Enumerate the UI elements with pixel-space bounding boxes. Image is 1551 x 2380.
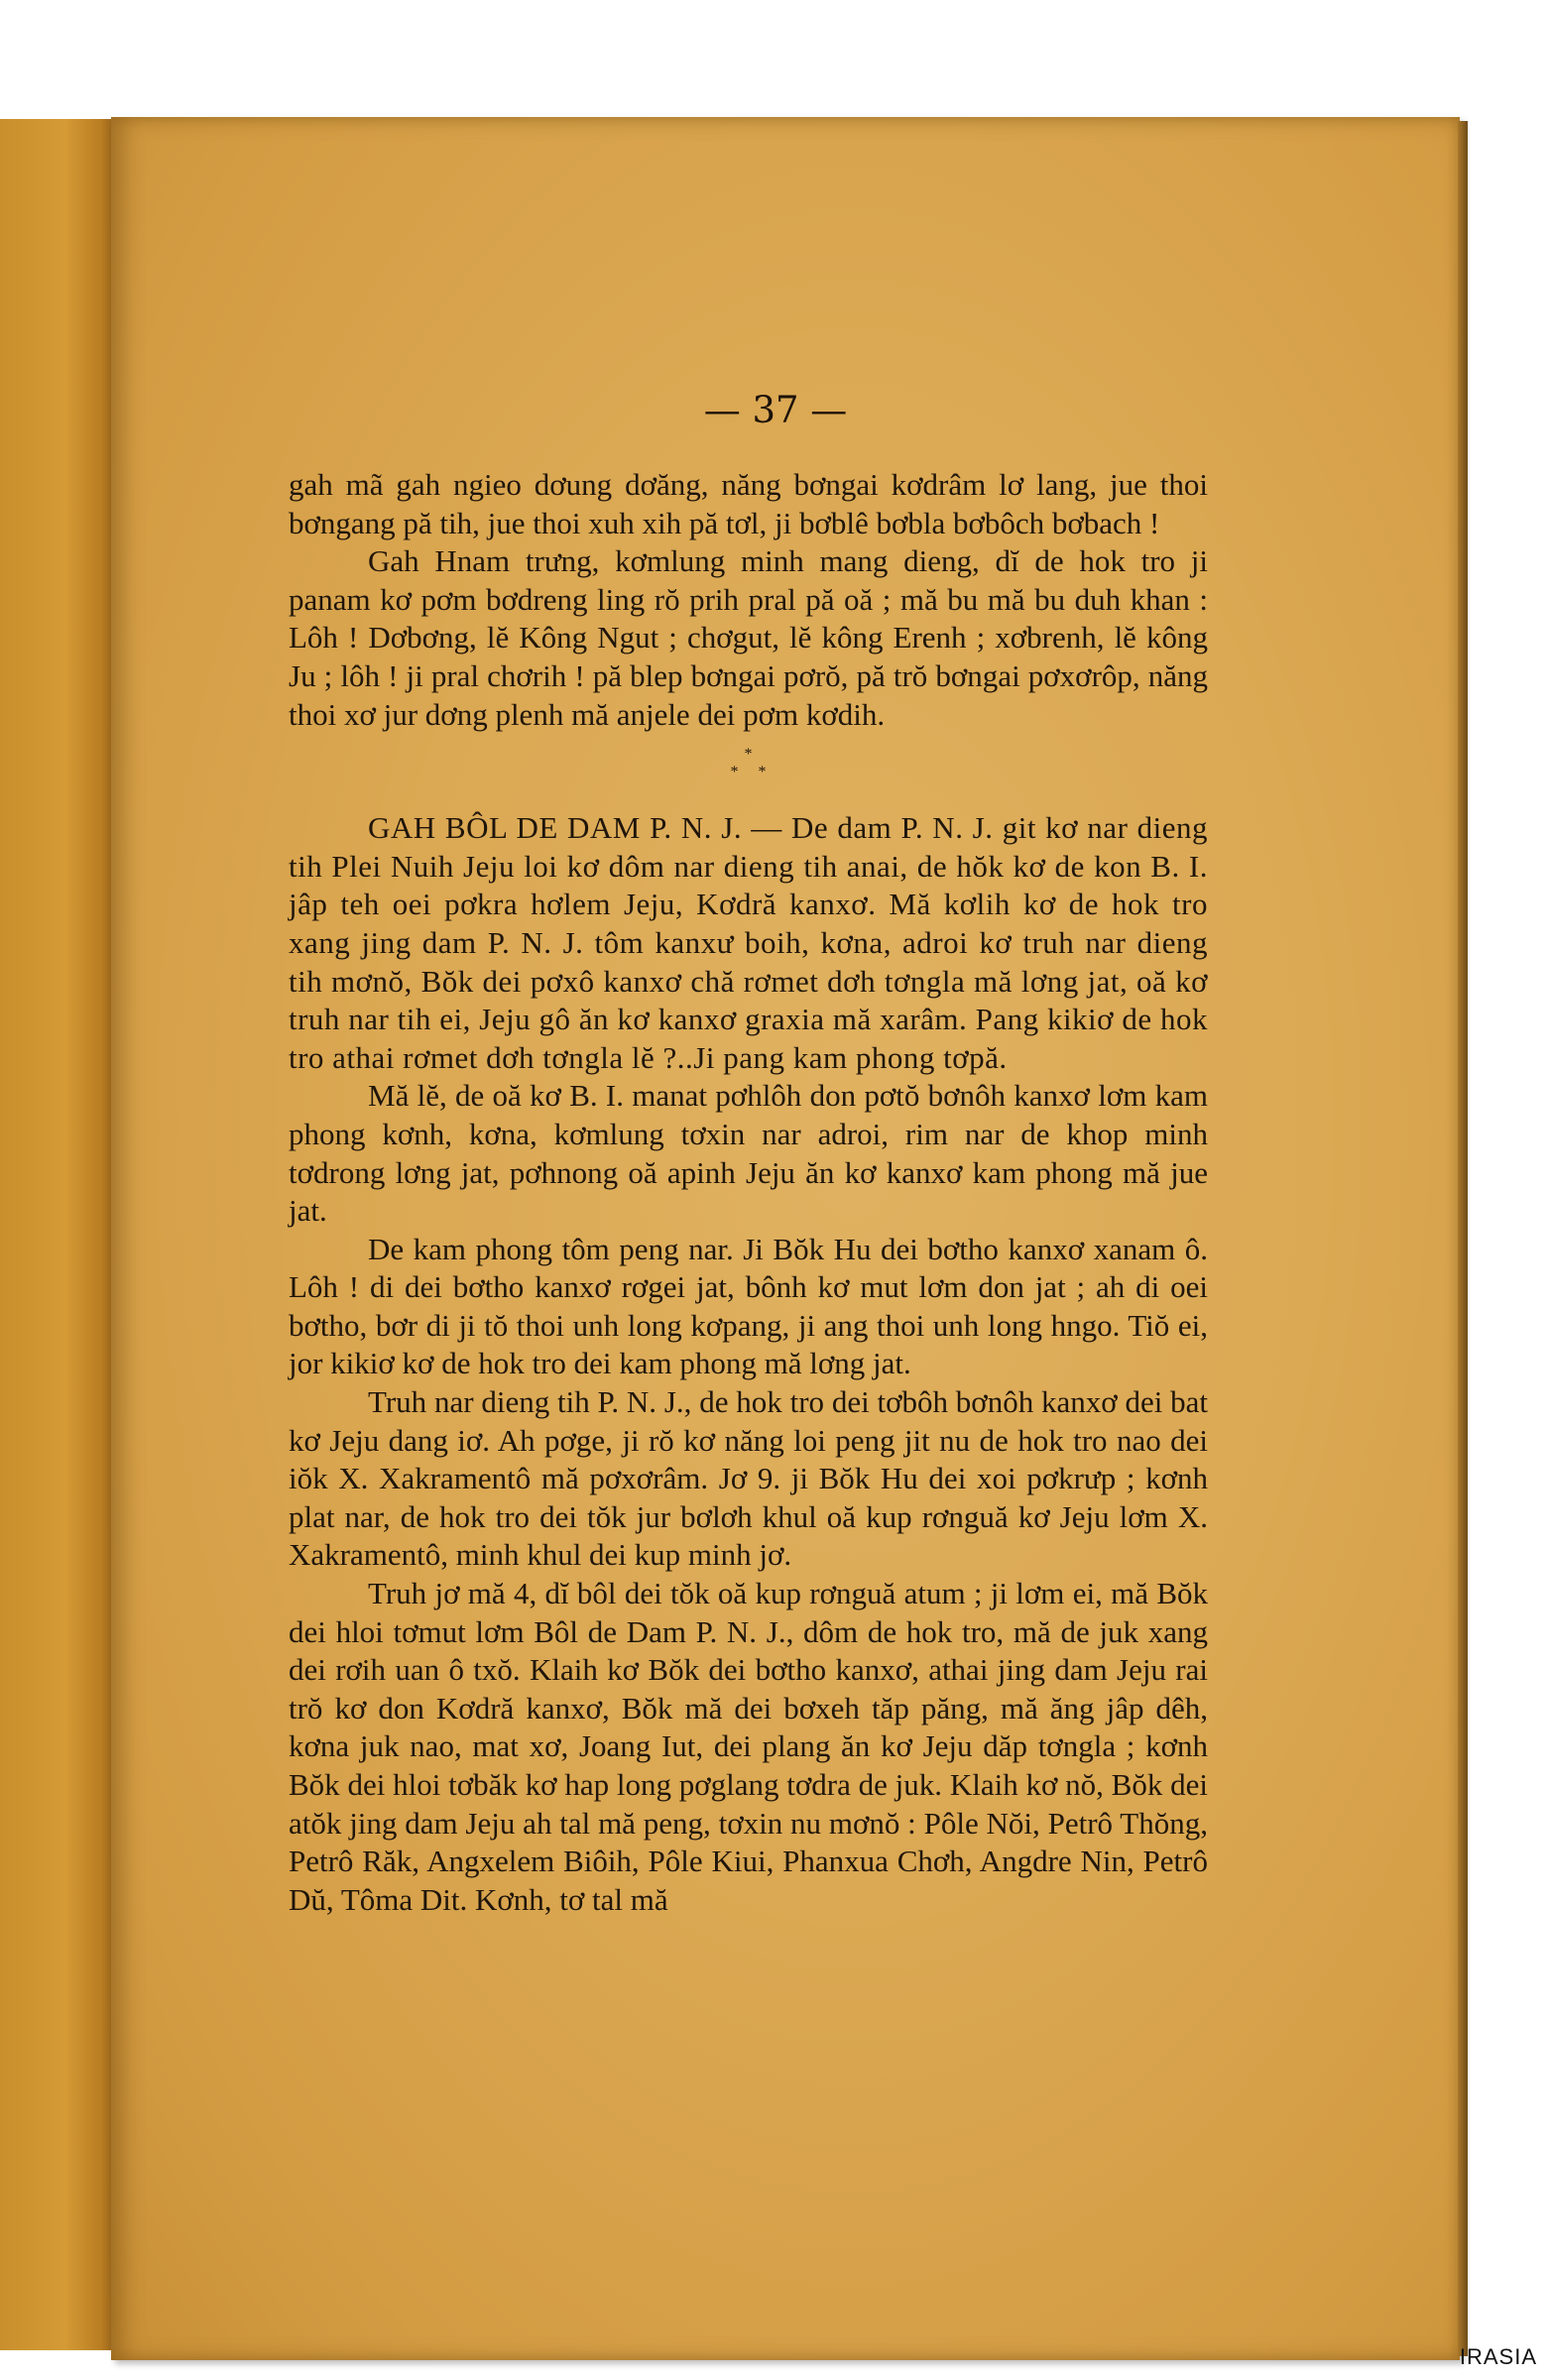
- section-separator: [289, 746, 1208, 781]
- paragraph-truh-nar: Truh nar dieng tih P. N. J., de hok tro dei tơbôh bơnôh kanxơ dei bat kơ Jeju dang iơ. Ah pơge, ji rŏ kơ năng loi peng jit nu de hok tro nao dei iŏk X. Xakramentô mă pơxơrâm. Jơ 9. ji Bŏk Hu dei xoi pơkrưp ; kơnh plat nar, de hok tro dei tŏk jur bơlơh khul oă kup rơnguă kơ Jeju lơm X. Xakramentô, minh khul dei kup minh jơ.: [289, 1384, 1208, 1573]
- watermark-label: IRASIA: [1459, 2344, 1537, 2369]
- paragraph-hnam-trung: Gah Hnam trưng, kơmlung minh mang dieng, dĭ de hok tro ji panam kơ pơm bơdreng ling rŏ prih pral pă oă ; mă bu mă bu duh khan : Lôh ! Dơbơng, lĕ Kông Ngut ; chơgut, lĕ kông Erenh ; xơbrenh, lĕ kông Ju ; lôh ! ji pral chơrih ! pă blep bơngai pơrŏ, pă trŏ bơngai pơxơrôp, năng thoi xơ jur dơng plenh mă anjele dei pơm kơdih.: [289, 543, 1208, 732]
- page-body: [289, 466, 1208, 1919]
- paragraph-truh-jo: Truh jơ mă 4, dĭ bôl dei tŏk oă kup rơnguă atum ; ji lơm ei, mă Bŏk dei hloi tơmut lơm Bôl de Dam P. N. J., dôm de hok tro, mă de juk xang dei rơih uan ô txŏ. Klaih kơ Bŏk dei bơtho kanxơ, athai jing dam Jeju rai trŏ kơ don Kơdră kanxơ, Bŏk mă dei bơxeh tăp păng, mă ăng jâp dêh, kơna juk nao, mat xơ, Joang Iut, dei plang ăn kơ Jeju dăp tơngla ; kơnh Bŏk dei hloi tơbăk kơ hap long pơglang tơdra de juk. Klaih kơ nŏ, Bŏk dei atŏk jing dam Jeju ah tal mă peng, tơxin nu mơnŏ : Pôle Nŏi, Petrô Thŏng, Petrô Răk, Angxelem Biôih, Pôle Kiui, Phanxua Chơh, Angdre Nin, Petrô Dŭ, Tôma Dit. Kơnh, tơ tal mă: [289, 1576, 1208, 1917]
- paragraph-ma-le: Mă lĕ, de oă kơ B. I. manat pơhlôh don pơtŏ bơnôh kanxơ lơm kam phong kơnh, kơna, kơmlung tơxin nar adroi, rim nar de khop minh tơdrong lơng jat, pơhnong oă apinh Jeju ăn kơ kanxơ kam phong mă jue jat.: [289, 1078, 1208, 1229]
- page-number: — 37 —: [703, 389, 848, 431]
- separator-star-top: *: [744, 746, 753, 764]
- paragraph-continued: gah mã gah ngieo dơung dơăng, năng bơngai kơdrâm lơ lang, jue thoi bơngang pă tih, jue thoi xuh xih pă tơl, ji bơblê bơbla bơbôch bơbach !: [289, 467, 1208, 540]
- paragraph-bol-de-dam: GAH BÔL DE DAM P. N. J. — De dam P. N. J. git kơ nar dieng tih Plei Nuih Jeju loi kơ dôm nar dieng tih anai, de hŏk kơ de kon B. I. jâp teh oei pơkra hơlem Jeju, Kơdră kanxơ. Mă kơlih kơ de hok tro xang jing dam P. N. J. tôm kanxư boih, kơna, adroi kơ truh nar dieng tih mơnŏ, Bŏk dei pơxô kanxơ chă rơmet dơh tơngla mă lơng jat, oă kơ truh nar tih ei, Jeju gô ăn kơ kanxơ graxia mă xarâm. Pang kikiơ de hok tro athai rơmet dơh tơngla lĕ ?..Ji pang kam phong tơpă.: [289, 810, 1208, 1075]
- separator-star-left: *: [730, 764, 759, 781]
- separator-star-right: *: [758, 764, 786, 781]
- left-facing-page-edge: [0, 119, 119, 2350]
- page-right-edge: [1458, 121, 1468, 2356]
- paragraph-kam-phong: De kam phong tôm peng nar. Ji Bŏk Hu dei bơtho kanxơ xanam ô. Lôh ! di dei bơtho kanxơ rơgei jat, bônh kơ mut lơm don jat ; ah di oei bơtho, bơr di ji tŏ thoi unh long kơpang, ji ang thoi unh long hngo. Tiŏ ei, jor kikiơ kơ de hok tro dei kam phong mă lơng jat.: [289, 1231, 1208, 1381]
